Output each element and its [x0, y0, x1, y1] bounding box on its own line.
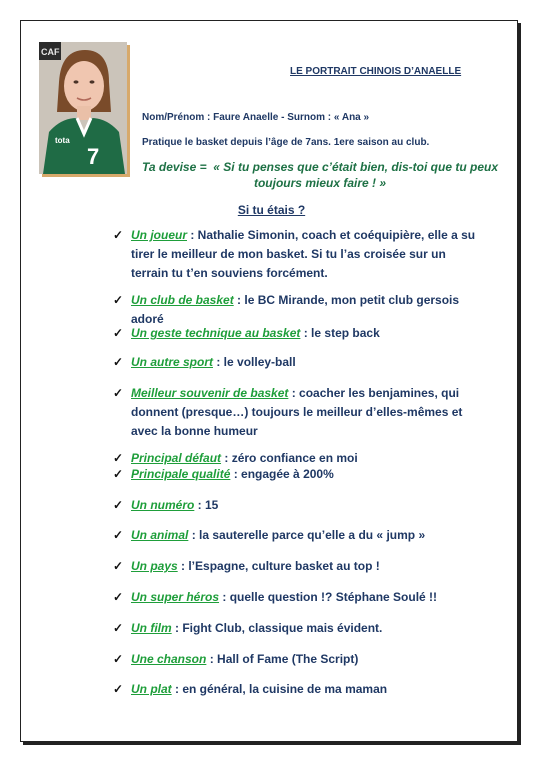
list-item: [131, 465, 483, 484]
jersey-number: 7: [87, 144, 100, 169]
item-label: Meilleur souvenir de basket: [131, 386, 289, 400]
item-chanson: [113, 650, 483, 669]
item-value: : 15: [194, 498, 219, 512]
item-value: : Nathalie Simonin, coach et coéquipière, elle a su tirer le meilleur de mon basket. Si tu l’as croisée sur un terrain tu t’en souviens forcément.: [131, 228, 476, 280]
item-value: : coacher les benjamines, qui donnent (presque…) toujours le meilleur d’elles-mêmes et avec la bonne humeur: [131, 386, 463, 438]
item-numero: [113, 496, 483, 515]
item-value: : l’Espagne, culture basket au top !: [177, 559, 380, 573]
item-geste: [113, 324, 483, 343]
list-item: [131, 496, 483, 515]
item-plat: [113, 680, 483, 699]
section-title: Si tu étais ?: [237, 203, 306, 217]
list-item: [131, 619, 483, 638]
item-label: Un club de basket: [131, 293, 234, 307]
check-icon: ✓: [113, 498, 124, 512]
check-icon: ✓: [113, 451, 124, 465]
item-value: : engagée à 200%: [230, 467, 334, 481]
item-label: Un film: [131, 621, 172, 635]
item-label: Un animal: [131, 528, 189, 542]
check-icon: ✓: [113, 621, 124, 635]
motto-label: Ta devise: [142, 160, 197, 174]
item-joueur: [113, 226, 483, 283]
list-item: [131, 384, 483, 441]
check-icon: ✓: [113, 386, 124, 400]
check-icon: ✓: [113, 467, 124, 481]
item-heros: [113, 588, 483, 607]
item-value: : en général, la cuisine de ma maman: [171, 682, 388, 696]
item-animal: [113, 526, 483, 545]
item-value: : Hall of Fame (The Script): [206, 652, 359, 666]
check-icon: ✓: [113, 355, 124, 369]
item-sport: [113, 353, 483, 372]
identity-line: Nom/Prénom : Faure Anaelle - Surnom : « Ana »: [142, 112, 370, 123]
page-title: LE PORTRAIT CHINOIS D’ANAELLE: [290, 66, 462, 77]
list-item: [131, 353, 483, 372]
item-value: : zéro confiance en moi: [221, 451, 358, 465]
item-label: Une chanson: [131, 652, 207, 666]
item-label: Principal défaut: [131, 451, 222, 465]
item-value: : Fight Club, classique mais évident.: [171, 621, 383, 635]
item-souvenir: [113, 384, 483, 441]
check-icon: ✓: [113, 528, 124, 542]
item-film: [113, 619, 483, 638]
check-icon: ✓: [113, 652, 124, 666]
list-item: [131, 588, 483, 607]
player-photo: [39, 42, 127, 174]
practice-line: Pratique le basket depuis l’âge de 7ans. 1ere saison au club.: [142, 137, 430, 148]
item-pays: [113, 557, 483, 576]
list-item: [131, 226, 483, 283]
item-label: Un joueur: [131, 228, 187, 242]
check-icon: ✓: [113, 682, 124, 696]
motto: [140, 159, 500, 191]
item-label: Un pays: [131, 559, 178, 573]
motto-separator: =: [196, 160, 214, 174]
photo-banner-text: CAF: [41, 47, 60, 57]
item-label: Un autre sport: [131, 355, 214, 369]
item-value: : le step back: [300, 326, 380, 340]
check-icon: ✓: [113, 228, 124, 242]
item-label: Principale qualité: [131, 467, 231, 481]
list-item: [131, 557, 483, 576]
check-icon: ✓: [113, 326, 124, 340]
item-value: : le BC Mirande, mon petit club gersois adoré: [131, 293, 460, 326]
list-item: [131, 526, 483, 545]
list-item: [131, 650, 483, 669]
item-label: Un plat: [131, 682, 172, 696]
item-label: Un geste technique au basket: [131, 326, 301, 340]
item-qualite: [113, 465, 483, 484]
check-icon: ✓: [113, 590, 124, 604]
item-label: Un numéro: [131, 498, 195, 512]
motto-text: « Si tu penses que c’était bien, dis-toi que tu peux toujours mieux faire ! »: [213, 160, 498, 190]
item-value: : la sauterelle parce qu’elle a du « jump »: [188, 528, 426, 542]
item-label: Un super héros: [131, 590, 220, 604]
check-icon: ✓: [113, 293, 124, 307]
item-value: : quelle question !? Stéphane Soulé !!: [219, 590, 438, 604]
list-item: [131, 680, 483, 699]
jersey-brand-text: tota: [55, 136, 70, 145]
list-item: [131, 324, 483, 343]
check-icon: ✓: [113, 559, 124, 573]
item-value: : le volley-ball: [213, 355, 296, 369]
